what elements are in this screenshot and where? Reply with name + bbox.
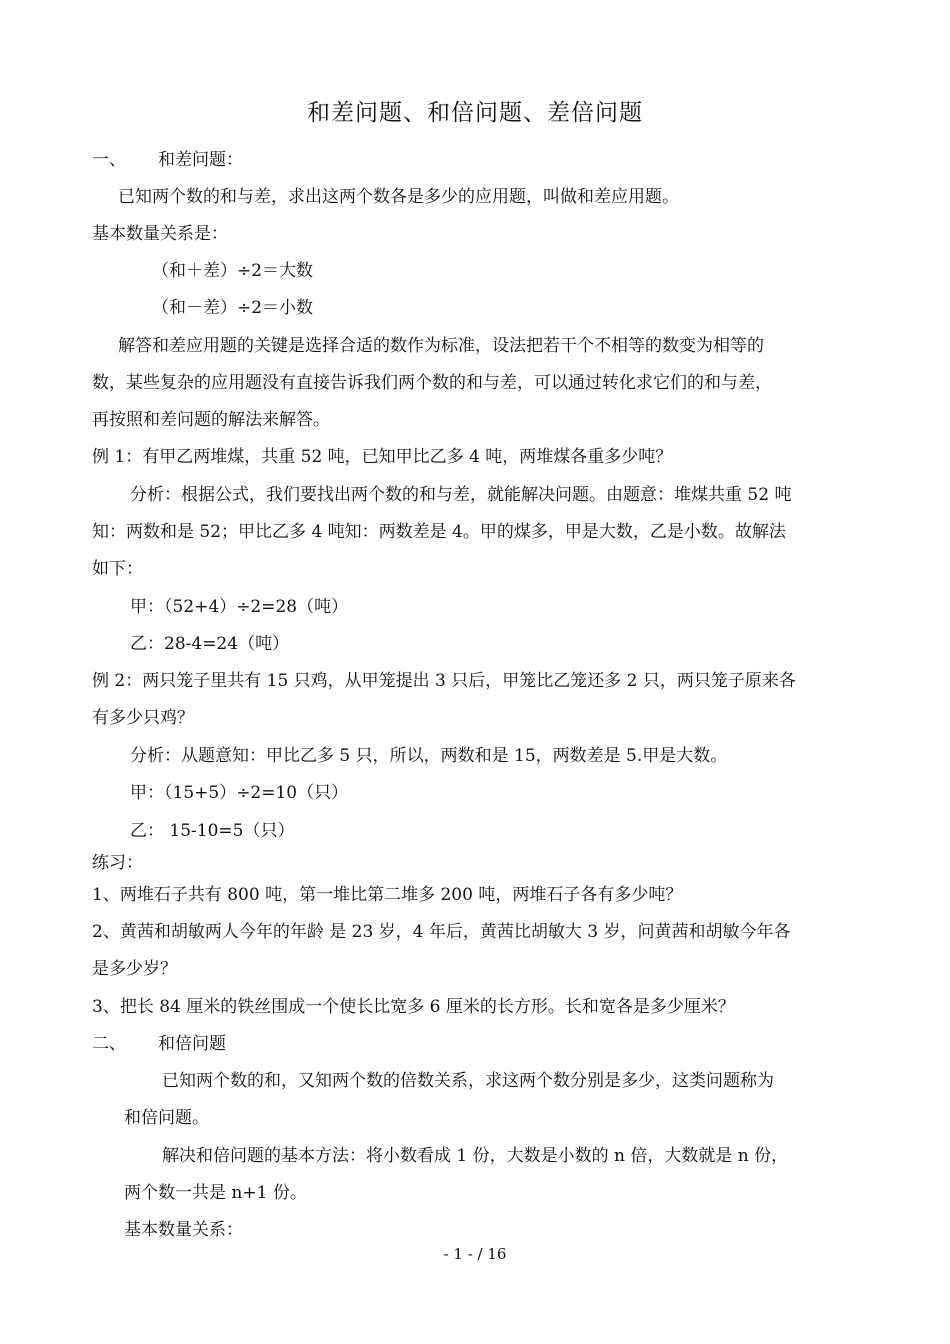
example-2-question-line: 有多少只鸡？ xyxy=(92,708,194,728)
example-2-answer: 乙： 15-10=5（只） xyxy=(130,821,295,841)
example-1-analysis-line: 知：两数和是 52；甲比乙多 4 吨知：两数差是 4。甲的煤多，甲是大数，乙是小数。故解法 xyxy=(92,522,786,542)
page-number: - 1 - / 16 xyxy=(443,1245,507,1263)
key-paragraph-line: 解答和差应用题的关键是选择合适的数作为标准，设法把若干个不相等的数变为相等的 xyxy=(118,336,764,356)
exercise-item: 3、把长 84 厘米的铁丝围成一个使长比宽多 6 厘米的长方形。长和宽各是多少厘米？ xyxy=(92,997,735,1017)
exercise-item: 1、两堆石子共有 800 吨，第一堆比第二堆多 200 吨，两堆石子各有多少吨？ xyxy=(92,885,683,905)
example-1-analysis-line: 如下： xyxy=(92,559,143,579)
exercise-item: 是多少岁？ xyxy=(92,959,177,979)
example-1-analysis-line: 分析：根据公式，我们要找出两个数的和与差，就能解决问题。由题意：堆煤共重 52 吨 xyxy=(130,485,792,505)
section-1-relation-label: 基本数量关系是： xyxy=(92,224,228,244)
section-2-title: 和倍问题 xyxy=(158,1034,226,1054)
example-1-answer: 乙：28-4=24（吨） xyxy=(130,634,290,654)
section-2-number: 二、 xyxy=(92,1034,126,1054)
example-2-answer: 甲：（15+5）÷2=10（只） xyxy=(130,783,349,803)
section-2-definition-line: 和倍问题。 xyxy=(124,1108,209,1128)
section-1-definition: 已知两个数的和与差，求出这两个数各是多少的应用题，叫做和差应用题。 xyxy=(118,187,679,207)
formula-big: （和＋差）÷2＝大数 xyxy=(152,261,314,281)
example-2-question-line: 例 2：两只笼子里共有 15 只鸡，从甲笼提出 3 只后，甲笼比乙笼还多 2 只，两只笼子原来各 xyxy=(92,671,796,691)
example-2-analysis: 分析：从题意知：甲比乙多 5 只，所以，两数和是 15，两数差是 5.甲是大数。 xyxy=(130,746,728,766)
key-paragraph-line: 再按照和差问题的解法来解答。 xyxy=(92,410,330,430)
section-1-number: 一、 xyxy=(92,150,126,170)
section-2-definition-line: 已知两个数的和，又知两个数的倍数关系，求这两个数分别是多少，这类问题称为 xyxy=(162,1071,774,1091)
exercise-item: 2、黄茜和胡敏两人今年的年龄 是 23 岁，4 年后，黄茜比胡敏大 3 岁，问黄茜和胡敏今年各 xyxy=(92,922,791,942)
section-1-heading xyxy=(92,149,243,171)
key-paragraph-line: 数，某些复杂的应用题没有直接告诉我们两个数的和与差，可以通过转化求它们的和与差， xyxy=(92,373,772,393)
section-2-heading xyxy=(92,1033,226,1055)
page-title: 和差问题、和倍问题、差倍问题 xyxy=(307,100,643,126)
exercise-label: 练习： xyxy=(92,853,143,873)
section-2-method-line: 解决和倍问题的基本方法：将小数看成 1 份，大数是小数的 n 倍，大数就是 n 份， xyxy=(162,1146,789,1166)
section-1-title: 和差问题： xyxy=(158,150,243,170)
section-2-method-line: 两个数一共是 n+1 份。 xyxy=(124,1183,307,1203)
example-1-answer: 甲：（52+4）÷2=28（吨） xyxy=(130,597,349,617)
formula-small: （和－差）÷2＝小数 xyxy=(152,298,314,318)
example-1-question: 例 1：有甲乙两堆煤，共重 52 吨，已知甲比乙多 4 吨，两堆煤各重多少吨？ xyxy=(92,447,673,467)
section-2-relation-label: 基本数量关系： xyxy=(124,1220,243,1240)
